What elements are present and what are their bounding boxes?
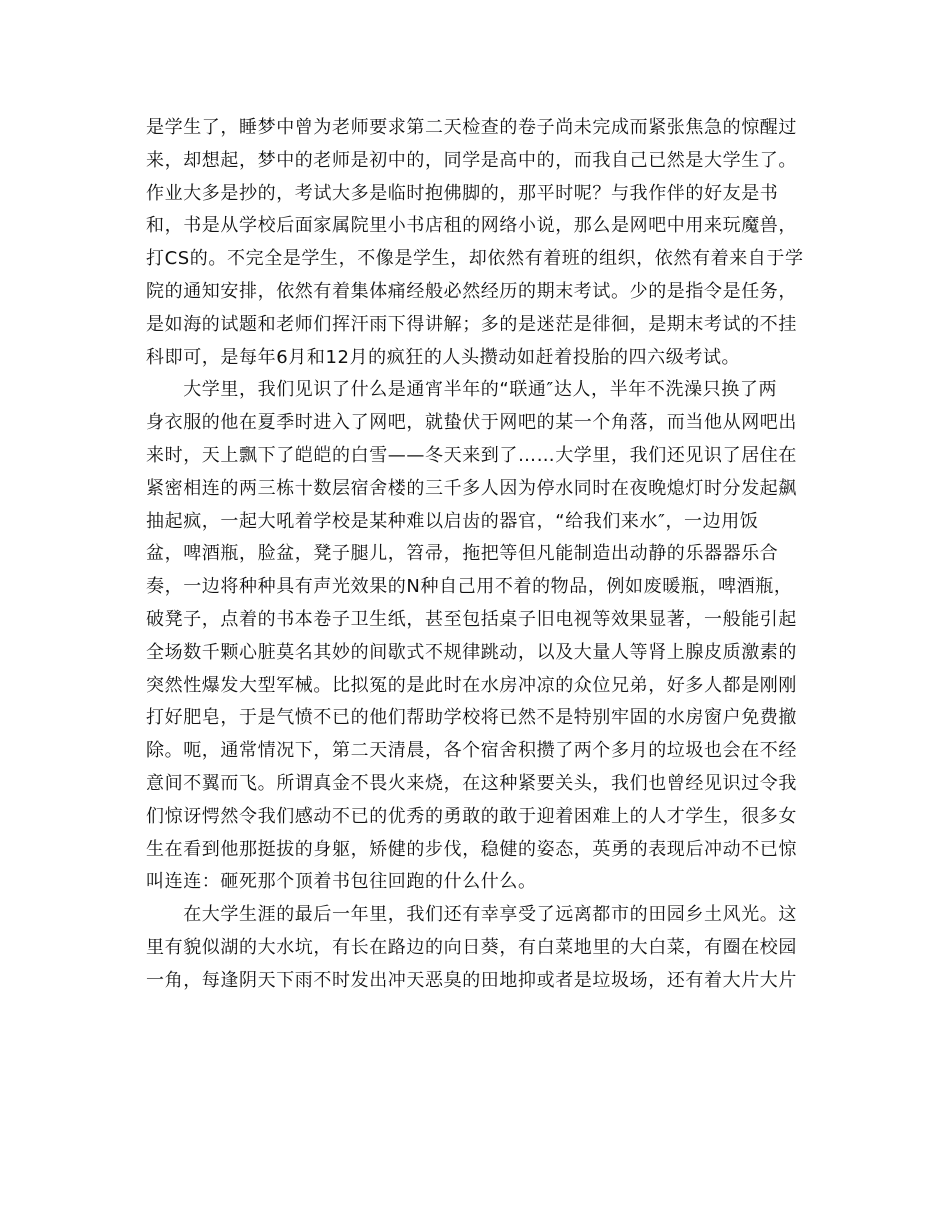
text-line: 身衣服的他在夏季时进入了网吧，就蛰伏于网吧的某一个角落，而当他从网吧出 bbox=[146, 412, 797, 434]
text-line: 们惊讶愕然令我们感动不已的优秀的勇敢的敢于迎着困难上的人才学生，很多女 bbox=[146, 805, 797, 827]
text-line: 在大学生涯的最后一年里，我们还有幸享受了远离都市的田园乡土风光。这 bbox=[146, 904, 797, 926]
body-text bbox=[146, 112, 811, 998]
text-line: 打好肥皂，于是气愤不已的他们帮助学校将已然不是特别牢固的水房窗户免费撤 bbox=[146, 707, 797, 729]
text-line: 抽起疯，一起大吼着学校是某种难以启齿的器官，“给我们来水″，一边用饭 bbox=[146, 510, 759, 532]
text-line: 除。呃，通常情况下，第二天清晨，各个宿舍积攒了两个多月的垃圾也会在不经 bbox=[146, 740, 797, 762]
text-line: 里有貌似湖的大水坑，有长在路边的向日葵，有白菜地里的大白菜，有圈在校园 bbox=[146, 936, 797, 958]
text-line: 和，书是从学校后面家属院里小书店租的网络小说，那么是网吧中用来玩魔兽， bbox=[146, 215, 797, 237]
text-line: 紧密相连的两三栋十数层宿舍楼的三千多人因为停水同时在夜晚熄灯时分发起飙 bbox=[146, 477, 797, 499]
text-line: 意间不翼而飞。所谓真金不畏火来烧，在这种紧要关头，我们也曾经见识过令我 bbox=[146, 772, 797, 794]
text-line: 来，却想起，梦中的老师是初中的，同学是高中的，而我自己已然是大学生了。 bbox=[146, 149, 797, 171]
text-line: 一角，每逢阴天下雨不时发出冲天恶臭的田地抑或者是垃圾场，还有着大片大片 bbox=[146, 969, 797, 991]
text-line: 是如海的试题和老师们挥汗雨下得讲解；多的是迷茫是徘徊，是期末考试的不挂 bbox=[146, 313, 797, 335]
text-line: 院的通知安排，依然有着集体痛经般必然经历的期末考试。少的是指令是任务， bbox=[146, 280, 797, 302]
text-line: 叫连连：砸死那个顶着书包往回跑的什么什么。 bbox=[146, 871, 537, 893]
text-line: 作业大多是抄的，考试大多是临时抱佛脚的，那平时呢？与我作伴的好友是书 bbox=[146, 182, 779, 204]
text-line: 突然性爆发大型军械。比拟冤的是此时在水房冲凉的众位兄弟，好多人都是刚刚 bbox=[146, 674, 797, 696]
text-line: 破凳子，点着的书本卷子卫生纸，甚至包括桌子旧电视等效果显著，一般能引起 bbox=[146, 608, 797, 630]
text-line: 奏，一边将种种具有声光效果的N种自己用不着的物品，例如废暖瓶，啤酒瓶， bbox=[146, 576, 793, 598]
text-line: 科即可，是每年6月和12月的疯狂的人头攒动如赶着投胎的四六级考试。 bbox=[146, 346, 741, 368]
text-line: 来时，天上飘下了皑皑的白雪——冬天来到了……大学里，我们还见识了居住在 bbox=[146, 444, 797, 466]
text-line: 盆，啤酒瓶，脸盆，凳子腿儿，笤帚，拖把等但凡能制造出动静的乐器器乐合 bbox=[146, 543, 779, 565]
text-line: 生在看到他那挺拔的身躯，矫健的步伐，稳健的姿态，英勇的表现后冲动不已惊 bbox=[146, 838, 797, 860]
text-line: 打CS的。不完全是学生，不像是学生，却依然有着班的组织，依然有着来自于学 bbox=[146, 248, 804, 270]
text-line: 大学里，我们见识了什么是通宵半年的“联通″达人，半年不洗澡只换了两 bbox=[146, 379, 778, 401]
text-line: 全场数千颗心脏莫名其妙的间歇式不规律跳动，以及大量人等肾上腺皮质激素的 bbox=[146, 641, 797, 663]
text-line: 是学生了，睡梦中曾为老师要求第二天检查的卷子尚未完成而紧张焦急的惊醒过 bbox=[146, 117, 797, 138]
